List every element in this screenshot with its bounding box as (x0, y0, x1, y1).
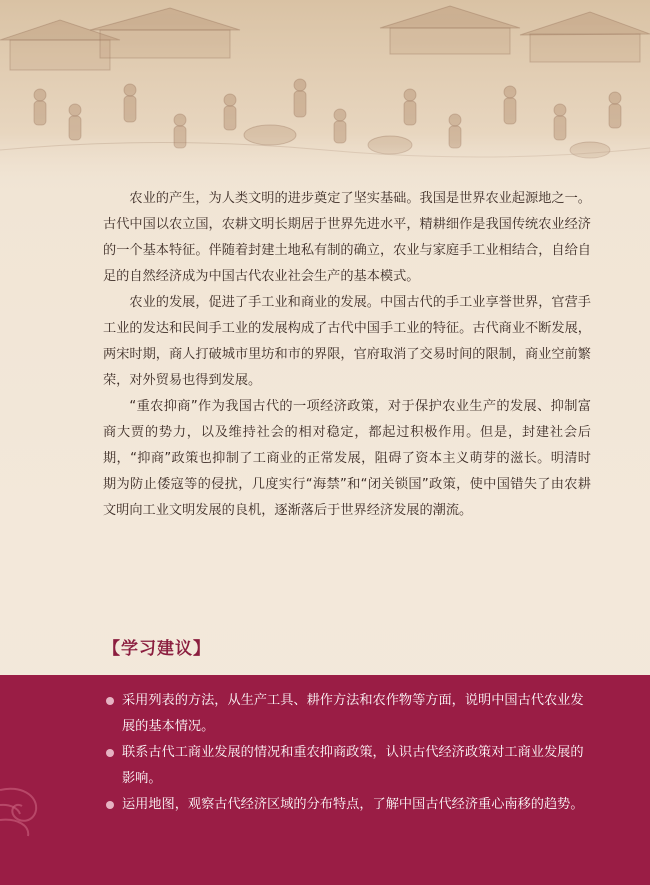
round-bullet-icon (106, 697, 114, 705)
suggestion-text: 运用地图，观察古代经济区域的分布特点，了解中国古代经济重心南移的趋势。 (122, 797, 584, 812)
main-text (103, 186, 591, 524)
suggestion-text: 采用列表的方法，从生产工具、耕作方法和农作物等方面，说明中国古代农业发展的基本情况。 (122, 693, 584, 734)
suggestion-text: 联系古代工商业发展的情况和重农抑商政策，认识古代经济政策对工商业发展的影响。 (122, 745, 584, 786)
cloud-swirl-ornament (0, 760, 70, 850)
section-title-text: 学习建议 (121, 639, 193, 659)
close-bracket: 】 (193, 639, 211, 659)
round-bullet-icon (106, 749, 114, 757)
list-item (106, 792, 596, 818)
section-title (103, 634, 211, 660)
open-bracket: 【 (103, 639, 121, 659)
suggestions-list (106, 688, 596, 818)
round-bullet-icon (106, 801, 114, 809)
list-item (106, 740, 596, 792)
paragraph-1: 农业的产生，为人类文明的进步奠定了坚实基础。我国是世界农业起源地之一。古代中国以农立国，农耕文明长期居于世界先进水平，精耕细作是我国传统农业经济的一个基本特征。伴随着封建土地私有制的确立，农业与家庭手工业相结合，自给自足的自然经济成为中国古代农业社会生产的基本模式。 (103, 191, 591, 284)
list-item (106, 688, 596, 740)
ancient-painting-illustration (0, 0, 650, 190)
paragraph-2: 农业的发展，促进了手工业和商业的发展。中国古代的手工业享誉世界，官营手工业的发达和民间手工业的发展构成了古代中国手工业的特征。古代商业不断发展，两宋时期，商人打破城市里坊和市的界限，官府取消了交易时间的限制，商业空前繁荣，对外贸易也得到发展。 (103, 295, 591, 388)
paragraph-3: “重农抑商”作为我国古代的一项经济政策，对于保护农业生产的发展、抑制富商大贾的势力，以及维持社会的相对稳定，都起过积极作用。但是，封建社会后期，“抑商”政策也抑制了工商业的正常发展，阻碍了资本主义萌芽的滋长。明清时期为防止倭寇等的侵扰，几度实行“海禁”和“闭关锁国”政策，使中国错失了由农耕文明向工业文明发展的良机，逐渐落后于世界经济发展的潮流。 (103, 399, 591, 518)
